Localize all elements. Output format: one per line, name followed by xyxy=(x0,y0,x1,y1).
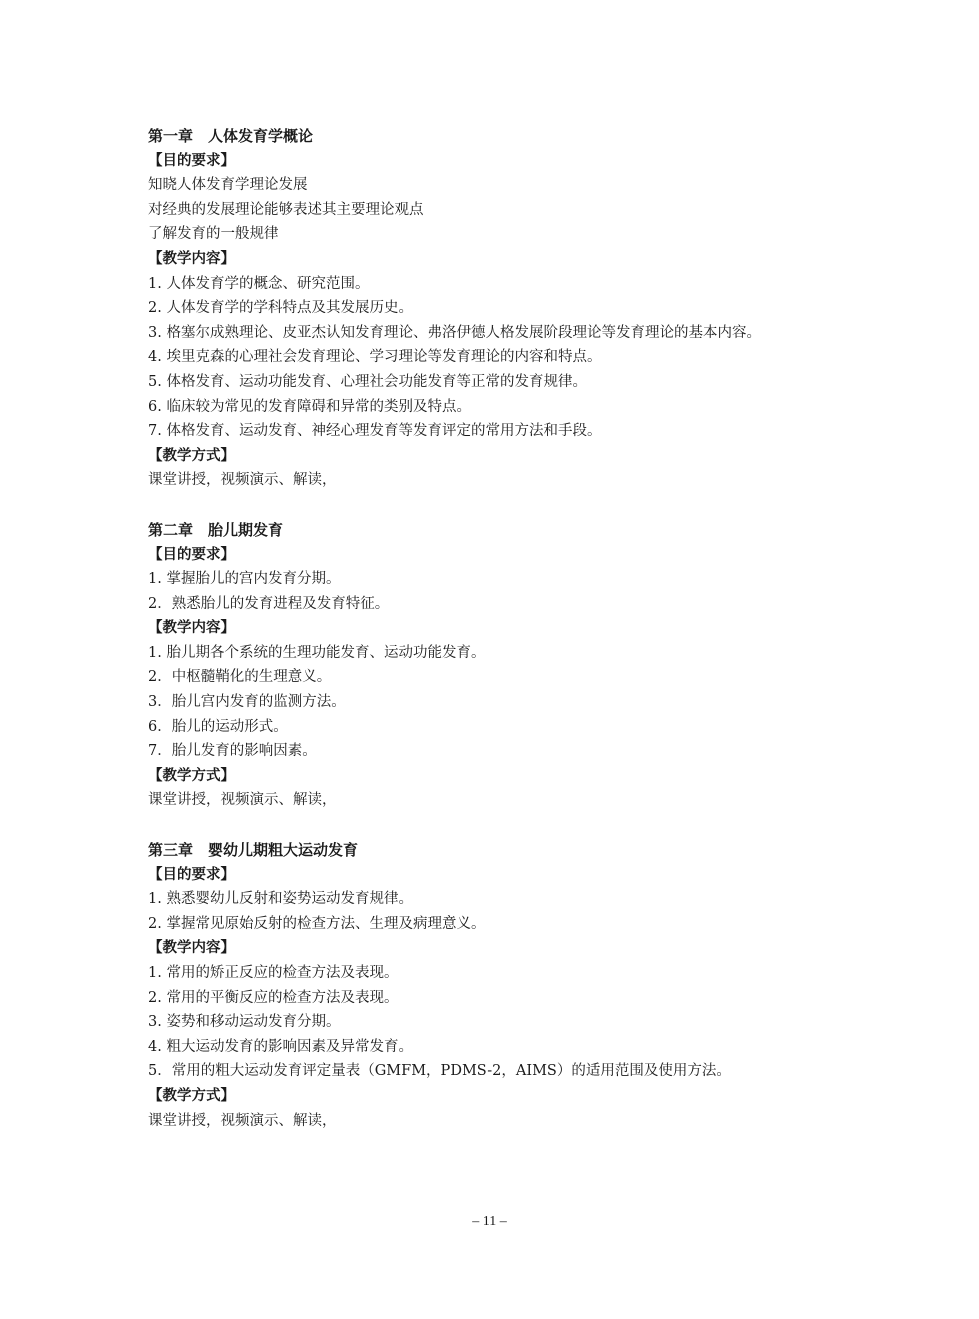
content-item: 4. 粗大运动发育的影响因素及异常发育。 xyxy=(148,1038,413,1055)
content-item: 7．胎儿发育的影响因素。 xyxy=(148,743,317,760)
chapter-title: 第一章 人体发育学概论 xyxy=(148,127,314,145)
content-heading: 【教学内容】 xyxy=(148,249,235,267)
chapter-title: 第三章 婴幼儿期粗大运动发育 xyxy=(148,841,359,860)
method-text: 课堂讲授，视频演示、解读， xyxy=(148,792,337,809)
goal-item: 2. 掌握常见原始反射的检查方法、生理及病理意义。 xyxy=(148,915,486,932)
goal-item: 了解发育的一般规律 xyxy=(148,226,279,243)
content-item: 3．胎儿宫内发育的监测方法。 xyxy=(148,694,346,711)
content-item: 4. 埃里克森的心理社会发育理论、学习理论等发育理论的内容和特点。 xyxy=(148,349,602,366)
method-heading: 【教学方式】 xyxy=(148,766,235,784)
goal-heading: 【目的要求】 xyxy=(148,865,235,883)
method-heading: 【教学方式】 xyxy=(148,1086,235,1104)
goal-heading: 【目的要求】 xyxy=(148,151,235,169)
content-item: 1. 胎儿期各个系统的生理功能发育、运动功能发育。 xyxy=(148,644,486,661)
content-item: 2．中枢髓鞘化的生理意义。 xyxy=(148,669,332,686)
page-number: – 11 – xyxy=(472,1214,507,1229)
content-heading: 【教学内容】 xyxy=(148,939,235,957)
content-item: 7. 体格发育、运动发育、神经心理发育等发育评定的常用方法和手段。 xyxy=(148,423,602,440)
goal-heading: 【目的要求】 xyxy=(148,545,235,563)
method-text: 课堂讲授，视频演示、解读， xyxy=(148,1112,337,1129)
chapter-title: 第二章 胎儿期发育 xyxy=(148,520,284,539)
content-item: 6．胎儿的运动形式。 xyxy=(148,718,288,735)
method-text: 课堂讲授，视频演示、解读， xyxy=(148,472,337,489)
chapter-2 xyxy=(148,518,888,813)
content-item: 3. 姿势和移动运动发育分期。 xyxy=(148,1014,341,1031)
goal-item: 2．熟悉胎儿的发育进程及发育特征。 xyxy=(148,595,390,612)
content-item: 6. 临床较为常见的发育障碍和异常的类别及特点。 xyxy=(148,398,471,415)
content-item: 1. 人体发育学的概念、研究范围。 xyxy=(148,275,370,292)
method-heading: 【教学方式】 xyxy=(148,446,235,464)
goal-item: 对经典的发展理论能够表述其主要理论观点 xyxy=(148,201,424,218)
content-item: 2. 常用的平衡反应的检查方法及表现。 xyxy=(148,989,399,1006)
chapter-1 xyxy=(148,124,888,493)
document-page xyxy=(148,124,888,1133)
goal-item: 1. 掌握胎儿的宫内发育分期。 xyxy=(148,571,341,588)
goal-item: 知晓人体发育学理论发展 xyxy=(148,177,308,194)
content-item: 2. 人体发育学的学科特点及其发展历史。 xyxy=(148,300,413,317)
content-heading: 【教学内容】 xyxy=(148,619,235,637)
content-item: 5．常用的粗大运动发育评定量表（GMFM，PDMS-2，AIMS）的适用范围及使用方法。 xyxy=(148,1063,731,1080)
goal-item: 1. 熟悉婴幼儿反射和姿势运动发育规律。 xyxy=(148,891,413,908)
content-item: 1. 常用的矫正反应的检查方法及表现。 xyxy=(148,965,399,981)
content-item: 3. 格塞尔成熟理论、皮亚杰认知发育理论、弗洛伊德人格发展阶段理论等发育理论的基本内容。 xyxy=(148,324,761,341)
chapter-3 xyxy=(148,838,888,1133)
content-item: 5. 体格发育、运动功能发育、心理社会功能发育等正常的发育规律。 xyxy=(148,373,587,390)
